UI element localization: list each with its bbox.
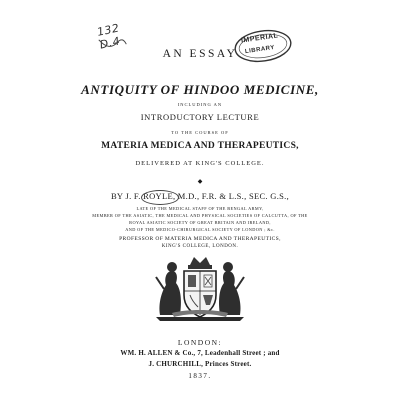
- author-byline: BY J. F. ROYLE, M.D., F.R. & L.S., SEC. G.S.,: [110, 191, 290, 201]
- delivered-at: DELIVERED AT KING'S COLLEGE.: [135, 160, 265, 167]
- professorship: PROFESSOR OF MATERIA MEDICA AND THERAPEUTICS,: [119, 236, 281, 242]
- course-text: TO THE COURSE OF: [171, 130, 229, 135]
- introductory-lecture: INTRODUCTORY LECTURE: [140, 112, 260, 122]
- credential-line: ROYAL ASIATIC SOCIETY OF GREAT BRITAIN AND IRELAND,: [129, 220, 271, 225]
- including-text: INCLUDING AN: [177, 102, 223, 107]
- institution: KING'S COLLEGE, LONDON.: [161, 244, 239, 249]
- stamp-line-1: IMPERIAL: [240, 32, 279, 45]
- essay-label: AN ESSAY: [162, 48, 238, 60]
- subject-heading: MATERIA MEDICA AND THERAPEUTICS,: [101, 141, 299, 151]
- stamp-line-2: LIBRARY: [244, 44, 276, 56]
- imprint-publisher-1: WM. H. ALLEN & Co., 7, Leadenhall Street ; and: [120, 349, 280, 357]
- credential-line: LATE OF THE MEDICAL STAFF OF THE BENGAL ARMY,: [136, 206, 264, 211]
- imprint-city: LONDON:: [177, 338, 223, 347]
- coat-of-arms-emblem: [150, 255, 250, 323]
- ornament-divider: ◆: [197, 179, 203, 185]
- shelfmark-text: 132 D.4: [95, 21, 122, 52]
- credential-line: MEMBER OF THE ASIATIC, THE MEDICAL AND PHYSICAL SOCIETIES OF CALCUTTA, OF THE: [92, 213, 308, 218]
- imprint-publisher-2: J. CHURCHILL, Princes Street.: [148, 360, 252, 368]
- credential-line: AND OF THE MEDICO-CHIRURGICAL SOCIETY OF LONDON ; &c.: [125, 227, 275, 232]
- book-title: ANTIQUITY OF HINDOO MEDICINE,: [81, 82, 319, 97]
- pencil-circle-mark: [141, 190, 179, 205]
- imprint-year: 1837.: [188, 372, 212, 380]
